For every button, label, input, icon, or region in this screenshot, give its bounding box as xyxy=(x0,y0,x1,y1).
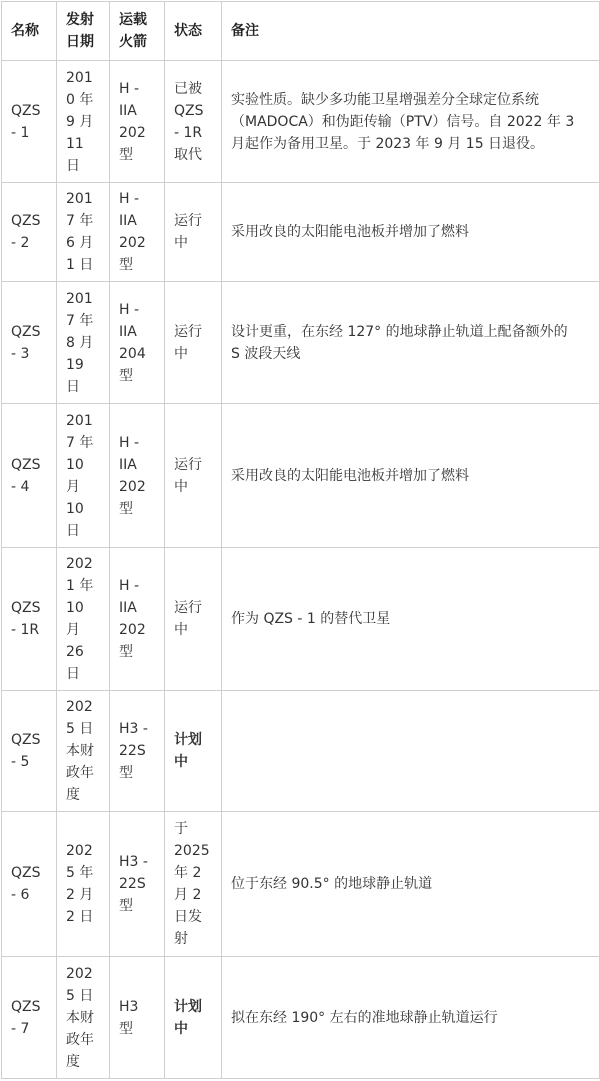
name-cell xyxy=(2,691,57,812)
cell-line: 201 xyxy=(66,69,93,86)
launch-date-cell xyxy=(57,691,110,812)
cell-line: QZS xyxy=(11,600,41,616)
cell-line: 2 月 xyxy=(66,887,94,903)
rocket-cell xyxy=(110,282,165,404)
cell-line: S 波段天线 xyxy=(231,345,301,362)
cell-line: 中 xyxy=(174,622,188,638)
status-cell xyxy=(165,282,222,404)
cell-line: H - xyxy=(119,578,140,594)
cell-line: - 2 xyxy=(11,235,30,251)
status-cell xyxy=(165,812,222,957)
cell-line: 型 xyxy=(119,500,133,517)
rocket-cell xyxy=(110,691,165,812)
cell-line: 名称 xyxy=(11,23,39,39)
notes-cell xyxy=(222,812,600,957)
cell-line: 9 月 xyxy=(66,113,94,130)
cell-line: 22S xyxy=(119,743,146,759)
cell-line: 0 年 xyxy=(66,91,94,108)
satellite-table-container xyxy=(1,1,599,1079)
header-rocket xyxy=(110,2,165,61)
cell-line: 型 xyxy=(119,898,133,914)
cell-line: 26 xyxy=(66,644,84,660)
cell-line: H - xyxy=(119,434,140,451)
cell-line: 年 2 xyxy=(174,865,202,881)
name-cell xyxy=(2,957,57,1079)
status-cell xyxy=(165,404,222,548)
cell-line: 火箭 xyxy=(119,34,147,50)
cell-line: QZS xyxy=(11,998,41,1015)
launch-date-cell xyxy=(57,548,110,691)
cell-line: H3 - xyxy=(119,721,148,737)
cell-line: 采用改良的太阳能电池板并增加了燃料 xyxy=(231,467,469,484)
table-row xyxy=(2,691,600,812)
cell-line: 7 年 xyxy=(66,312,94,329)
cell-line: 中 xyxy=(174,478,188,495)
cell-line: 202 xyxy=(66,556,93,572)
cell-line: 202 xyxy=(66,699,93,715)
header-notes xyxy=(222,2,600,61)
cell-line: QZS xyxy=(11,456,41,473)
cell-line: IIA xyxy=(119,213,137,229)
cell-line: - 1 xyxy=(11,124,30,141)
cell-line: 月 xyxy=(66,622,80,638)
cell-line: 中 xyxy=(174,235,188,251)
cell-line: QZS xyxy=(11,102,41,119)
table-row xyxy=(2,282,600,404)
launch-date-cell xyxy=(57,812,110,957)
cell-line: QZS xyxy=(11,732,41,748)
cell-line: 201 xyxy=(66,412,93,429)
cell-line: - 7 xyxy=(11,1020,30,1037)
name-cell xyxy=(2,548,57,691)
table-row xyxy=(2,183,600,282)
table-body xyxy=(2,61,600,1079)
cell-line: 日 xyxy=(66,666,80,682)
cell-line: IIA xyxy=(119,323,137,340)
cell-line: 日 xyxy=(66,157,80,174)
cell-line: 月起作为备用卫星。于 2023 年 9 月 15 日退役。 xyxy=(231,135,545,152)
cell-line: 202 xyxy=(119,622,146,638)
rocket-cell xyxy=(110,812,165,957)
cell-line: 型 xyxy=(119,1020,133,1037)
table-row xyxy=(2,404,600,548)
cell-line: QZS xyxy=(174,102,204,119)
table-row xyxy=(2,548,600,691)
cell-line: 201 xyxy=(66,290,93,307)
cell-line: 拟在东经 190° 左右的准地球静止轨道运行 xyxy=(231,1009,498,1026)
cell-line: 度 xyxy=(66,1053,80,1070)
status-cell xyxy=(165,691,222,812)
status-cell xyxy=(165,61,222,183)
cell-line: 运行 xyxy=(174,600,202,616)
status-cell xyxy=(165,957,222,1079)
cell-line: 204 xyxy=(119,345,146,362)
notes-cell xyxy=(222,957,600,1079)
cell-line: 6 月 xyxy=(66,235,94,251)
cell-line: 型 xyxy=(119,367,133,384)
cell-line: （MADOCA）和伪距传输（PTV）信号。自 2022 年 3 xyxy=(231,113,575,130)
cell-line: 于 xyxy=(174,821,188,837)
cell-line: 202 xyxy=(119,235,146,251)
cell-line: 型 xyxy=(119,644,133,660)
cell-line: 实验性质。缺少多功能卫星增强差分全球定位系统 xyxy=(231,91,539,108)
cell-line: 月 xyxy=(66,478,80,495)
cell-line: - 1R xyxy=(174,124,203,141)
cell-line: 度 xyxy=(66,787,80,803)
notes-cell xyxy=(222,61,600,183)
notes-cell xyxy=(222,691,600,812)
rocket-cell xyxy=(110,183,165,282)
qzs-satellite-table xyxy=(1,1,600,1079)
cell-line: IIA xyxy=(119,456,137,473)
cell-line: IIA xyxy=(119,600,137,616)
cell-line: QZS xyxy=(11,865,41,881)
rocket-cell xyxy=(110,61,165,183)
cell-line: 1 年 xyxy=(66,578,94,594)
notes-cell xyxy=(222,548,600,691)
cell-line: 10 xyxy=(66,500,84,517)
table-header-row xyxy=(2,2,600,61)
cell-line: 运行 xyxy=(174,456,202,473)
cell-line: 7 年 xyxy=(66,434,94,451)
cell-line: H3 - xyxy=(119,854,148,870)
cell-line: 型 xyxy=(119,765,133,781)
cell-line: 202 xyxy=(66,843,93,859)
cell-line: 计划 xyxy=(174,732,202,748)
name-cell xyxy=(2,61,57,183)
cell-line: 日 xyxy=(66,522,80,539)
cell-line: 中 xyxy=(174,1020,188,1037)
cell-line: - 4 xyxy=(11,478,30,495)
name-cell xyxy=(2,812,57,957)
rocket-cell xyxy=(110,548,165,691)
cell-line: 备注 xyxy=(231,23,259,39)
cell-line: 日期 xyxy=(66,34,94,50)
cell-line: QZS xyxy=(11,323,41,340)
launch-date-cell xyxy=(57,183,110,282)
cell-line: 2025 xyxy=(174,843,210,859)
launch-date-cell xyxy=(57,282,110,404)
rocket-cell xyxy=(110,957,165,1079)
cell-line: 本财 xyxy=(66,1009,94,1026)
cell-line: 作为 QZS - 1 的替代卫星 xyxy=(231,611,391,627)
table-row xyxy=(2,957,600,1079)
cell-line: 5 日 xyxy=(66,987,94,1004)
cell-line: 202 xyxy=(119,124,146,141)
cell-line: 日发 xyxy=(174,909,202,925)
cell-line: 8 月 xyxy=(66,334,94,351)
notes-cell xyxy=(222,282,600,404)
cell-line: 取代 xyxy=(174,146,202,163)
cell-line: 射 xyxy=(174,931,188,947)
cell-line: 中 xyxy=(174,754,188,770)
notes-cell xyxy=(222,404,600,548)
cell-line: 2 日 xyxy=(66,909,94,925)
cell-line: 采用改良的太阳能电池板并增加了燃料 xyxy=(231,224,469,240)
cell-line: 运行 xyxy=(174,323,202,340)
table-row xyxy=(2,812,600,957)
header-launch-date xyxy=(57,2,110,61)
cell-line: 政年 xyxy=(66,1031,94,1048)
header-name xyxy=(2,2,57,61)
cell-line: 7 年 xyxy=(66,213,94,229)
cell-line: 1 日 xyxy=(66,257,94,273)
cell-line: 计划 xyxy=(174,998,202,1015)
cell-line: - 5 xyxy=(11,754,30,770)
cell-line: 202 xyxy=(66,965,93,982)
cell-line: - 3 xyxy=(11,345,30,362)
notes-cell xyxy=(222,183,600,282)
cell-line: 22S xyxy=(119,876,146,892)
cell-line: 月 2 xyxy=(174,887,202,903)
cell-line: QZS xyxy=(11,213,41,229)
cell-line: 型 xyxy=(119,257,133,273)
cell-line: 201 xyxy=(66,191,93,207)
cell-line: H - xyxy=(119,301,140,318)
cell-line: 运行 xyxy=(174,213,202,229)
cell-line: 日 xyxy=(66,378,80,395)
cell-line: 发射 xyxy=(66,12,94,28)
name-cell xyxy=(2,282,57,404)
name-cell xyxy=(2,404,57,548)
cell-line: 5 日 xyxy=(66,721,94,737)
cell-line: 19 xyxy=(66,356,84,373)
table-row xyxy=(2,61,600,183)
cell-line: 11 xyxy=(66,135,84,152)
cell-line: IIA xyxy=(119,102,137,119)
cell-line: 202 xyxy=(119,478,146,495)
rocket-cell xyxy=(110,404,165,548)
cell-line: 设计更重，在东经 127° 的地球静止轨道上配备额外的 xyxy=(231,323,568,340)
cell-line: 政年 xyxy=(66,765,94,781)
cell-line: H - xyxy=(119,191,140,207)
cell-line: - 6 xyxy=(11,887,30,903)
cell-line: H - xyxy=(119,80,140,97)
cell-line: 5 年 xyxy=(66,865,94,881)
cell-line: 已被 xyxy=(174,80,202,97)
status-cell xyxy=(165,183,222,282)
cell-line: 运载 xyxy=(119,12,147,28)
launch-date-cell xyxy=(57,404,110,548)
name-cell xyxy=(2,183,57,282)
cell-line: 位于东经 90.5° 的地球静止轨道 xyxy=(231,876,433,892)
cell-line: 本财 xyxy=(66,743,94,759)
launch-date-cell xyxy=(57,61,110,183)
cell-line: 10 xyxy=(66,600,84,616)
status-cell xyxy=(165,548,222,691)
cell-line: 10 xyxy=(66,456,84,473)
cell-line: 中 xyxy=(174,345,188,362)
cell-line: 状态 xyxy=(174,23,202,39)
cell-line: 型 xyxy=(119,146,133,163)
launch-date-cell xyxy=(57,957,110,1079)
cell-line: - 1R xyxy=(11,622,40,638)
header-status xyxy=(165,2,222,61)
cell-line: H3 xyxy=(119,998,139,1015)
